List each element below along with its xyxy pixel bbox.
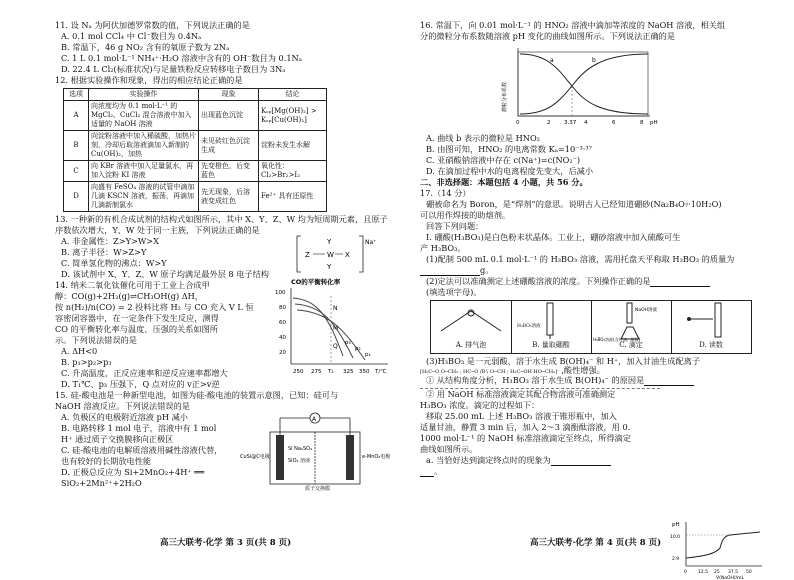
x-axis-label: T/℃ <box>375 369 387 375</box>
q13-option-a: A. 非金属性：Z>Y>W>X <box>61 236 159 246</box>
q17-line: (1)配制 500 mL 0.1 mol·L⁻¹ 的 H₃BO₃ 溶液，需用托盘天平称取 H₃BO₃ 的质量为 <box>426 254 735 264</box>
q17-line: 曲线如图所示。 <box>420 444 478 454</box>
q16-option-b: B. 由图可知，HNO₂ 的电离常数 Kₐ=10⁻³·³⁷ <box>426 144 592 154</box>
q16-distribution-chart <box>500 42 660 130</box>
x-tick: 25 <box>714 570 720 575</box>
q15-option-b2: H⁺ 通过质子交换膜移向正极区 <box>61 434 174 444</box>
apparatus-label: C. 滴定 <box>619 341 643 349</box>
q17-head: 17.（14 分） <box>420 188 471 198</box>
chart-title: CO的平衡转化率 <box>291 278 341 286</box>
x-tick: T₁ <box>328 369 334 375</box>
table-cell: 向盛有 FeSO₄ 溶液的试管中滴加几滴 KSCN 溶液，振荡，再滴加几滴新制氯水 <box>89 182 199 212</box>
q17-line: 1000 mol·L⁻¹ 的 NaOH 标准溶液滴定至终点，所得滴定 <box>420 433 631 443</box>
x-tick: 350 <box>359 369 370 375</box>
page-footer-left: 高三大联考·化学 第 3 页(共 8 页) <box>160 538 292 548</box>
electrolyte-label-2: SiO₂ 溶液 <box>288 458 311 464</box>
apparatus-label: A. 排气泡 <box>455 341 487 349</box>
ammeter-label: A <box>312 416 317 423</box>
apparatus-b-content: H₃BO₃溶液 <box>517 324 541 329</box>
struct-x: X <box>345 251 350 259</box>
q14-line: CO 的平衡转化率与温度、压强的关系如图所 <box>55 324 218 334</box>
titration-curve <box>686 532 760 558</box>
q11-option-b: B. 常温下，46 g NO₂ 含有的氧原子数为 2Nₐ <box>61 42 230 52</box>
table-cell: D <box>64 182 89 212</box>
apparatus-d <box>671 301 751 353</box>
x-tick: 0 <box>684 570 687 575</box>
question-14 <box>55 280 395 390</box>
struct-bottom: Y <box>327 263 332 271</box>
q12-stem: 12. 根据实验操作和现象，得出的相应结论正确的是 <box>55 75 243 85</box>
x-tick: 275 <box>311 369 322 375</box>
section-heading: 二、非选择题：本题包括 4 小题，共 56 分。 <box>420 177 588 187</box>
answer-blank[interactable] <box>551 456 611 466</box>
curve-label-p2: p₂ <box>355 346 361 352</box>
q17-line: ② 用 NaOH 标准溶液滴定其配合物溶液可准确测定 <box>426 389 616 399</box>
apparatus-c <box>591 301 672 353</box>
q17-line: 适量甘油，静置 3 min 后，加入 2～3 滴酚酞溶液，用 0. <box>420 422 631 432</box>
x-tick: 2 <box>547 120 551 126</box>
q15-option-c: C. 硅-酸电池的电解质溶液用碱性溶液代替， <box>61 445 223 455</box>
curve-label-p3: p₃ <box>345 340 351 346</box>
q17-line <box>420 455 765 466</box>
struct-top: Y <box>327 238 332 246</box>
question-11 <box>55 20 395 75</box>
x-tick: 37.5 <box>728 570 739 575</box>
table-cell: A <box>64 101 89 131</box>
membrane-label: 质子交换膜 <box>305 486 331 492</box>
table-cell: B <box>64 131 89 161</box>
burette-bubble-figure <box>431 301 511 341</box>
apparatus-label: D. 读数 <box>699 341 723 349</box>
titration-figure <box>591 301 671 341</box>
table-cell: 向 KBr 溶液中加入足量氯水，再加入淀粉 KI 溶液 <box>89 161 199 182</box>
q17-line: (填选项字母)。 <box>426 287 482 297</box>
question-13 <box>55 214 395 280</box>
q15-cell-diagram <box>240 410 390 490</box>
q16-option-a: A. 曲线 b 表示的微粒是 HNO₂ <box>426 133 540 143</box>
y-tick-29: 2.9 <box>672 557 680 562</box>
answer-blank[interactable] <box>420 266 480 276</box>
table-cell: Fe²⁺ 具有还原性 <box>259 182 327 212</box>
y-axis-label: pH <box>672 522 680 528</box>
answer-blank[interactable] <box>650 277 710 287</box>
table-cell: C <box>64 161 89 182</box>
q11-option-d: D. 22.4 L Cl₂(标准状况)与足量铁粉反应转移电子数目为 3Nₐ <box>61 64 286 74</box>
q17-answer-unit <box>420 265 765 276</box>
y-tick: 100 <box>275 290 286 296</box>
curve-a-label: a <box>550 57 554 64</box>
q14-conversion-chart <box>273 276 393 378</box>
table-cell: 向淀粉溶液中加入稀硫酸，加热片刻，冷却后取溶液滴加入新制的 Cu(OH)₂，加热 <box>89 131 199 161</box>
flask-content: H₃BO₃溶液(含甘油、酚酞) <box>593 337 641 342</box>
q17-line: H₃BO₃ 浓度。滴定的过程如下： <box>420 400 540 410</box>
q16-option-c: C. 亚硝酸钠溶液中存在 c(Na⁺)=c(NO₂⁻) <box>426 155 581 165</box>
page-footer-right: 高三大联考·化学 第 4 页(共 8 页) <box>530 538 662 548</box>
x-tick-337: 3.37 <box>564 120 577 126</box>
burette-content: NaOH溶液 <box>635 308 658 313</box>
q13-line: 序数依次增大，Y、W 处于同一主族，下列说法正确的是 <box>55 225 260 235</box>
struct-left: Z <box>305 251 310 259</box>
q17-line <box>420 276 765 287</box>
q17-line: 可以用作焊接的助熔剂。 <box>420 210 511 220</box>
q15-line: 15. 硅-酸电池是一种新型电池，如图为硅-酸电池的装置示意图，已知：硅可与 <box>55 390 339 400</box>
table-cell: 淀粉未发生水解 <box>259 131 327 161</box>
answer-blank[interactable] <box>644 376 694 386</box>
curve-b <box>520 54 648 114</box>
q17-line-text: a. 当恰好达到滴定终点时的现象为 <box>426 455 551 465</box>
q11-option-a: A. 0.1 mol CCl₄ 中 Cl⁻数目为 0.4Nₐ <box>61 31 202 41</box>
q15-option-a: A. 负极区的电极附近溶液 pH 减小 <box>61 412 188 422</box>
table-header: 选项 <box>64 89 89 101</box>
struct-center: W <box>327 251 334 259</box>
table-cell: 氧化性：Cl₂>Br₂>I₂ <box>259 161 327 182</box>
q14-line: 容密闭容器中，在一定条件下发生反应，测得 <box>55 313 219 323</box>
curve-label-p1: p₁ <box>365 352 371 358</box>
q13-option-b: B. 离子半径：W>Z>Y <box>61 247 147 257</box>
q15-option-d2: SiO₂+2Mn²⁺+2H₂O <box>61 478 142 488</box>
x-tick: 4 <box>584 120 588 126</box>
q15-option-b: B. 电路转移 1 mol 电子，溶液中有 1 mol <box>61 423 217 433</box>
table-header: 现象 <box>199 89 259 101</box>
q17-line-text: ① 从结构角度分析，H₃BO₃ 溶于水生成 B(OH)₄⁻ 的原因是 <box>426 375 645 385</box>
q17-line-text: (2)定法可以准确测定上述硼酸溶液的浓度。下列操作正确的是 <box>426 276 651 286</box>
x-axis-label: V(NaOH)/mL <box>716 576 745 580</box>
q15-option-d: D. 正极总反应为 Si+2MnO₂+4H⁺ ══ <box>61 467 205 477</box>
q13-option-c: C. 简单氢化物的沸点：W>Y <box>61 258 167 268</box>
table-row <box>64 182 327 212</box>
curve-p2 <box>295 304 353 358</box>
x-tick: 50 <box>746 570 752 575</box>
left-page <box>55 20 395 492</box>
point-n: N <box>333 305 338 312</box>
q14-option-b: B. p₁>p₂>p₃ <box>61 357 112 367</box>
q15-line: NaOH 溶液反应。下列说法错误的是 <box>55 401 190 411</box>
q17-line <box>420 375 765 386</box>
q17-line: Ⅰ. 硼酸(H₃BO₃)是白色粉末状晶体。工业上，硼砂溶液中加入硫酸可生 <box>426 232 681 242</box>
question-15 <box>55 390 395 492</box>
q17-line: 硼被命名为 Boron，是“焊剂”的意思。说明古人已经知道硼砂(Na₂B₄O₇·10H₂O) <box>426 199 722 209</box>
q14-option-c: C. 升高温度，正反应速率和逆反应速率都增大 <box>61 368 228 378</box>
table-header: 实验操作 <box>89 89 199 101</box>
q12-table <box>63 88 327 212</box>
apparatus-a <box>431 301 512 353</box>
curve-b-label: b <box>592 57 596 64</box>
y-tick: 60 <box>279 320 286 326</box>
q11-stem: 11. 设 Nₐ 为阿伏加德罗常数的值，下列说法正确的是 <box>55 20 250 30</box>
q17-line: 移取 25.00 mL 上述 H₃BO₃ 溶液于锥形瓶中，加入 <box>426 411 617 421</box>
q17-line: 。 <box>420 466 765 477</box>
answer-blank[interactable] <box>420 467 434 477</box>
table-cell: 先无现象，后溶液变成红色 <box>199 182 259 212</box>
table-cell: 先变橙色，后变蓝色 <box>199 161 259 182</box>
complex-ion-formula <box>420 367 765 375</box>
q13-line: 13. 一种新的有机合成试剂的结构式如图所示，其中 X、Y、Z、W 均为短周期元素，且原子 <box>55 214 388 224</box>
table-cell: 向浓度均为 0.1 mol·L⁻¹ 的 MgCl₂、CuCl₂ 混合溶液中加入适量的 NaOH 溶液 <box>89 101 199 131</box>
x-tick: 0 <box>516 120 520 126</box>
y-tick-10: 10.0 <box>670 535 681 540</box>
x-tick: 325 <box>343 369 354 375</box>
q13-option-d: D. 该试剂中 X、Y、Z、W 原子均满足最外层 8 电子结构 <box>61 269 269 279</box>
q16-line: 分的微粒分布系数随溶液 pH 变化的曲线如图所示。下列说法正确的是 <box>420 31 676 41</box>
y-tick: 40 <box>279 335 286 341</box>
q14-line: 14. 纳米二氧化钛催化可用于工业上合成甲 <box>55 280 210 290</box>
curve-a <box>520 54 648 114</box>
q14-line: 醇：CO(g)+2H₂(g)⇌CH₃OH(g) ΔH， <box>55 291 203 301</box>
electrolyte-label: Si Na₂SO₄ <box>288 446 313 452</box>
question-12 <box>55 75 395 212</box>
x-tick: 250 <box>293 369 304 375</box>
y-tick: 80 <box>279 305 286 311</box>
table-row <box>64 101 327 131</box>
q14-option-a: A. ΔH<0 <box>61 346 98 356</box>
q11-option-c: C. 1 L 0.1 mol·L⁻¹ NH₄⁺·H₂O 溶液中含有的 OH⁻数目为 0.1Nₐ <box>61 53 302 63</box>
q17-apparatus-figure <box>430 300 752 354</box>
table-cell: Kₛₚ[Mg(OH)₂] > Kₛₚ[Cu(OH)₂] <box>259 101 327 131</box>
right-electrode-label: e-MnO₂电极 <box>362 454 391 460</box>
q17-titration-chart <box>670 518 765 580</box>
x-axis-label: pH <box>650 120 658 126</box>
reading-figure <box>671 301 751 341</box>
q16-option-d: D. 在滴加过程中水的电离程度先变大，后减小 <box>426 166 594 176</box>
left-electrode-label: CuSi@C电极 <box>240 454 270 460</box>
complex-ion: [H₂C─O O─CH₂ ; HC─O ∕B∖ O─CH ; H₂C─OH HO─CH₂]⁻ <box>420 369 560 375</box>
q17-line: 回答下列问题： <box>426 221 484 231</box>
y-tick: 20 <box>279 350 286 356</box>
table-cell: 未见砖红色沉淀生成 <box>199 131 259 161</box>
apparatus-label: B. 量取硼酸 <box>532 341 570 349</box>
q13-structure-figure <box>295 234 375 274</box>
q15-option-c2: 也有较好的长期放电性能 <box>61 456 152 466</box>
x-tick: 12.5 <box>698 570 709 575</box>
q17-line: (3)H₃BO₃ 是一元弱酸，溶于水生成 B(OH)₄⁻ 和 H⁺，加入甘油生成配离子 <box>426 356 701 366</box>
unit-text: g。 <box>480 265 494 275</box>
x-tick: 8 <box>640 120 644 126</box>
table-row <box>64 131 327 161</box>
q14-line: 按 n(H₂)/n(CO) = 2 投料比将 H₂ 与 CO 充入 V L 恒 <box>55 302 254 312</box>
struct-ion: Na⁺ <box>365 239 377 246</box>
table-cell: 出现蓝色沉淀 <box>199 101 259 131</box>
q14-line: 示。下列说法错误的是 <box>55 335 137 345</box>
point-q: Q <box>333 343 338 350</box>
x-tick: 6 <box>612 120 616 126</box>
q17-line: 产 H₃BO₃。 <box>420 243 466 253</box>
table-header: 结论 <box>259 89 327 101</box>
y-axis-label: 微粒分布系数 <box>502 81 508 112</box>
q16-line: 16. 常温下，向 0.01 mol·L⁻¹ 的 HNO₂ 溶液中滴加等浓度的 NaOH 溶液，相关组 <box>420 20 726 30</box>
q14-option-d: D. T₁℃、p₃ 压强下，Q 点对应的 v正>v逆 <box>61 379 220 389</box>
table-row <box>64 161 327 182</box>
point-m: M <box>333 325 339 332</box>
q17-line: ,酸性增强。 <box>561 365 605 375</box>
question-16 <box>420 20 765 177</box>
